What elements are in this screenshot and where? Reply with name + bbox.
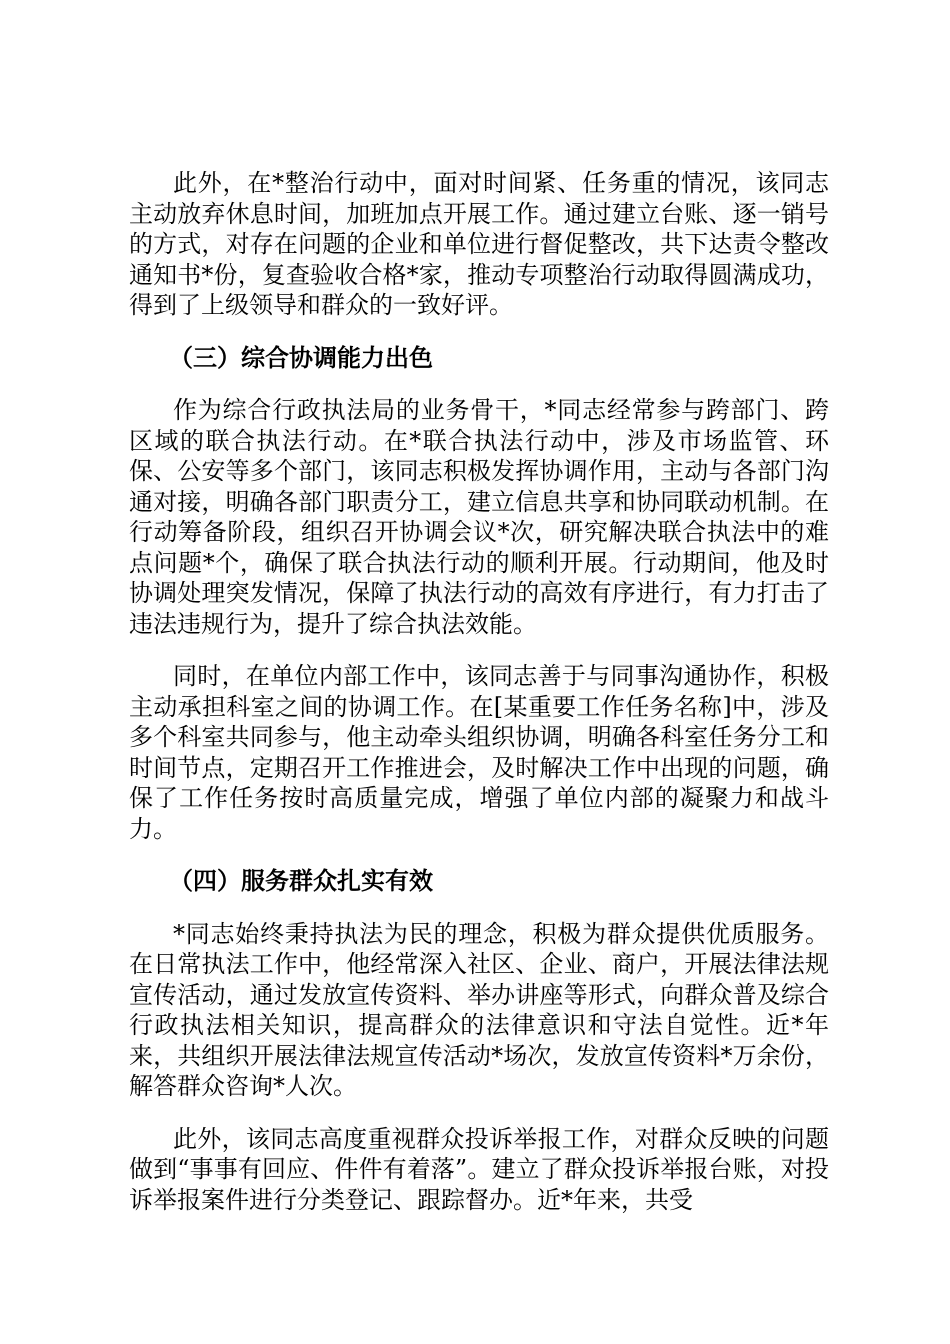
document-body xyxy=(129,168,829,1237)
section-heading-public-service: （四）服务群众扎实有效 xyxy=(169,867,433,895)
section-heading-coordination: （三）综合协调能力出色 xyxy=(169,343,433,372)
paragraph-internal-coordination: 同时，在单位内部工作中，该同志善于与同事沟通协作，积极主动承担科室之间的协调工作。在[某重要工作任务名称]中，涉及多个科室共同参与，他主动牵头组织协调，明确各科室任务分工和时间节点，定期召开工作推进会，及时解决工作中出现的问题，确保了工作任务按时高质量完成，增强了单位内部的凝聚力和战斗力。 xyxy=(129,662,829,843)
paragraph-complaints-handling: 此外，该同志高度重视群众投诉举报工作，对群众反映的问题做到“事事有回应、件件有着落”。建立了群众投诉举报台账，对投诉举报案件进行分类登记、跟踪督办。近*年来，共受 xyxy=(129,1124,829,1214)
paragraph-joint-enforcement: 作为综合行政执法局的业务骨干，*同志经常参与跨部门、跨区域的联合执法行动。在*联合执法行动中，涉及市场监管、环保、公安等多个部门，该同志积极发挥协调作用，主动与各部门沟通对接，明确各部门职责分工，建立信息共享和协同联动机制。在行动筹备阶段，组织召开协调会议*次，研究解决联合执法中的难点问题*个，确保了联合执法行动的顺利开展。行动期间，他及时协调处理突发情况，保障了执法行动的高效有序进行，有力打击了违法违规行为，提升了综合执法效能。 xyxy=(129,396,829,638)
paragraph-legal-publicity: *同志始终秉持执法为民的理念，积极为群众提供优质服务。在日常执法工作中，他经常深入社区、企业、商户，开展法律法规宣传活动，通过发放宣传资料、举办讲座等形式，向群众普及综合行政执法相关知识，提高群众的法律意识和守法自觉性。近*年来，共组织开展法律法规宣传活动*场次，发放宣传资料*万余份，解答群众咨询*人次。 xyxy=(129,919,829,1100)
paragraph-rectification-campaign: 此外，在*整治行动中，面对时间紧、任务重的情况，该同志主动放弃休息时间，加班加点开展工作。通过建立台账、逐一销号的方式，对存在问题的企业和单位进行督促整改，共下达责令整改通知书*份，复查验收合格*家，推动专项整治行动取得圆满成功，得到了上级领导和群众的一致好评。 xyxy=(129,169,829,319)
